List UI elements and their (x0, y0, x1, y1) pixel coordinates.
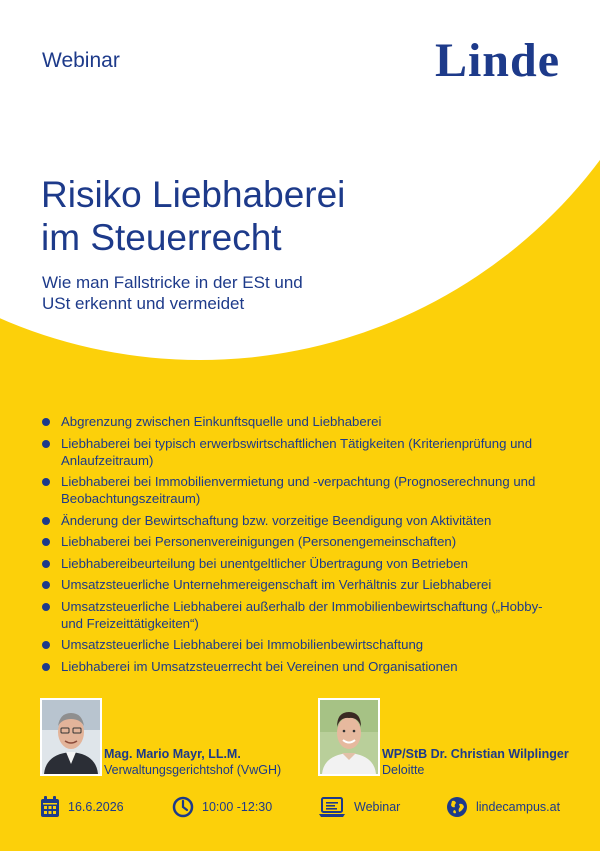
bullet-icon (42, 560, 50, 568)
event-date (40, 796, 124, 818)
list-item (40, 555, 560, 572)
list-item-text: Umsatzsteuerliche Liebhaberei außerhalb der Immobilienbewirtschaftung („Hobby- und Freizeittätigkeiten“) (61, 598, 543, 631)
bullet-icon (42, 538, 50, 546)
event-date-text: 16.6.2026 (68, 800, 124, 814)
list-item (40, 512, 560, 529)
event-type-label: Webinar (42, 49, 120, 72)
list-item-text: Liebhaberei bei typisch erwerbswirtschaftlichen Tätigkeiten (Kriterienprüfung und Anlaufzeitraum) (61, 435, 533, 468)
event-website[interactable] (446, 796, 560, 818)
bullet-icon (42, 603, 50, 611)
title-line-1: Risiko Liebhaberei (41, 174, 346, 215)
list-item (40, 636, 560, 653)
laptop-icon (318, 796, 346, 818)
bullet-icon (42, 517, 50, 525)
bullet-icon (42, 641, 50, 649)
event-website-link[interactable]: lindecampus.at (476, 800, 561, 814)
list-item-text: Umsatzsteuerliche Liebhaberei bei Immobilienbewirtschaftung (61, 637, 424, 652)
clock-icon (172, 796, 194, 818)
bullet-icon (42, 440, 50, 448)
list-item-text: Liebhabereibeurteilung bei unentgeltlicher Übertragung von Betrieben (61, 555, 468, 571)
subtitle-line-2: USt erkennt und vermeidet (42, 294, 245, 313)
list-item (40, 413, 560, 430)
list-item (40, 533, 560, 550)
event-format (318, 796, 400, 818)
event-time (172, 796, 272, 818)
speaker-name: WP/StB Dr. Christian Wilplinger (382, 747, 569, 761)
brand-logo: Linde (434, 34, 560, 87)
subtitle-line-1: Wie man Fallstricke in der ESt und (42, 273, 303, 292)
calendar-icon (40, 796, 60, 818)
speaker-name: Mag. Mario Mayr, LL.M. (104, 747, 241, 761)
bullet-icon (42, 478, 50, 486)
list-item-text: Abgrenzung zwischen Einkunftsquelle und Liebhaberei (61, 414, 382, 429)
list-item (40, 658, 560, 675)
speaker-photo (40, 698, 102, 776)
speaker-organization: Verwaltungsgerichtshof (VwGH) (104, 763, 282, 777)
event-format-text: Webinar (354, 800, 401, 814)
list-item-text: Liebhaberei im Umsatzsteuerrecht bei Vereinen und Organisationen (61, 658, 458, 674)
list-item-text: Liebhaberei bei Immobilienvermietung und -verpachtung (Prognoserechnung und Beobachtungszeitraum) (61, 474, 536, 506)
list-item-text: Liebhaberei bei Personenvereinigungen (Personengemeinschaften) (61, 534, 457, 549)
list-item (40, 473, 560, 507)
speaker-photo (318, 698, 380, 776)
page-title (41, 173, 345, 259)
speaker-organization: Deloitte (382, 763, 425, 777)
bullet-icon (42, 581, 50, 589)
bullet-icon (42, 418, 50, 426)
list-item (40, 435, 560, 469)
bullet-icon (42, 663, 50, 671)
event-time-text: 10:00 -12:30 (202, 800, 273, 814)
globe-icon (446, 796, 468, 818)
list-item-text: Änderung der Bewirtschaftung bzw. vorzeitige Beendigung von Aktivitäten (61, 512, 492, 528)
page-subtitle (42, 272, 372, 314)
topic-list (40, 413, 560, 679)
list-item-text: Umsatzsteuerliche Unternehmereigenschaft im Verhältnis zur Liebhaberei (61, 577, 492, 592)
title-line-2: im Steuerrecht (41, 217, 282, 258)
event-info-bar (0, 796, 600, 824)
list-item (40, 576, 560, 593)
list-item (40, 598, 560, 632)
